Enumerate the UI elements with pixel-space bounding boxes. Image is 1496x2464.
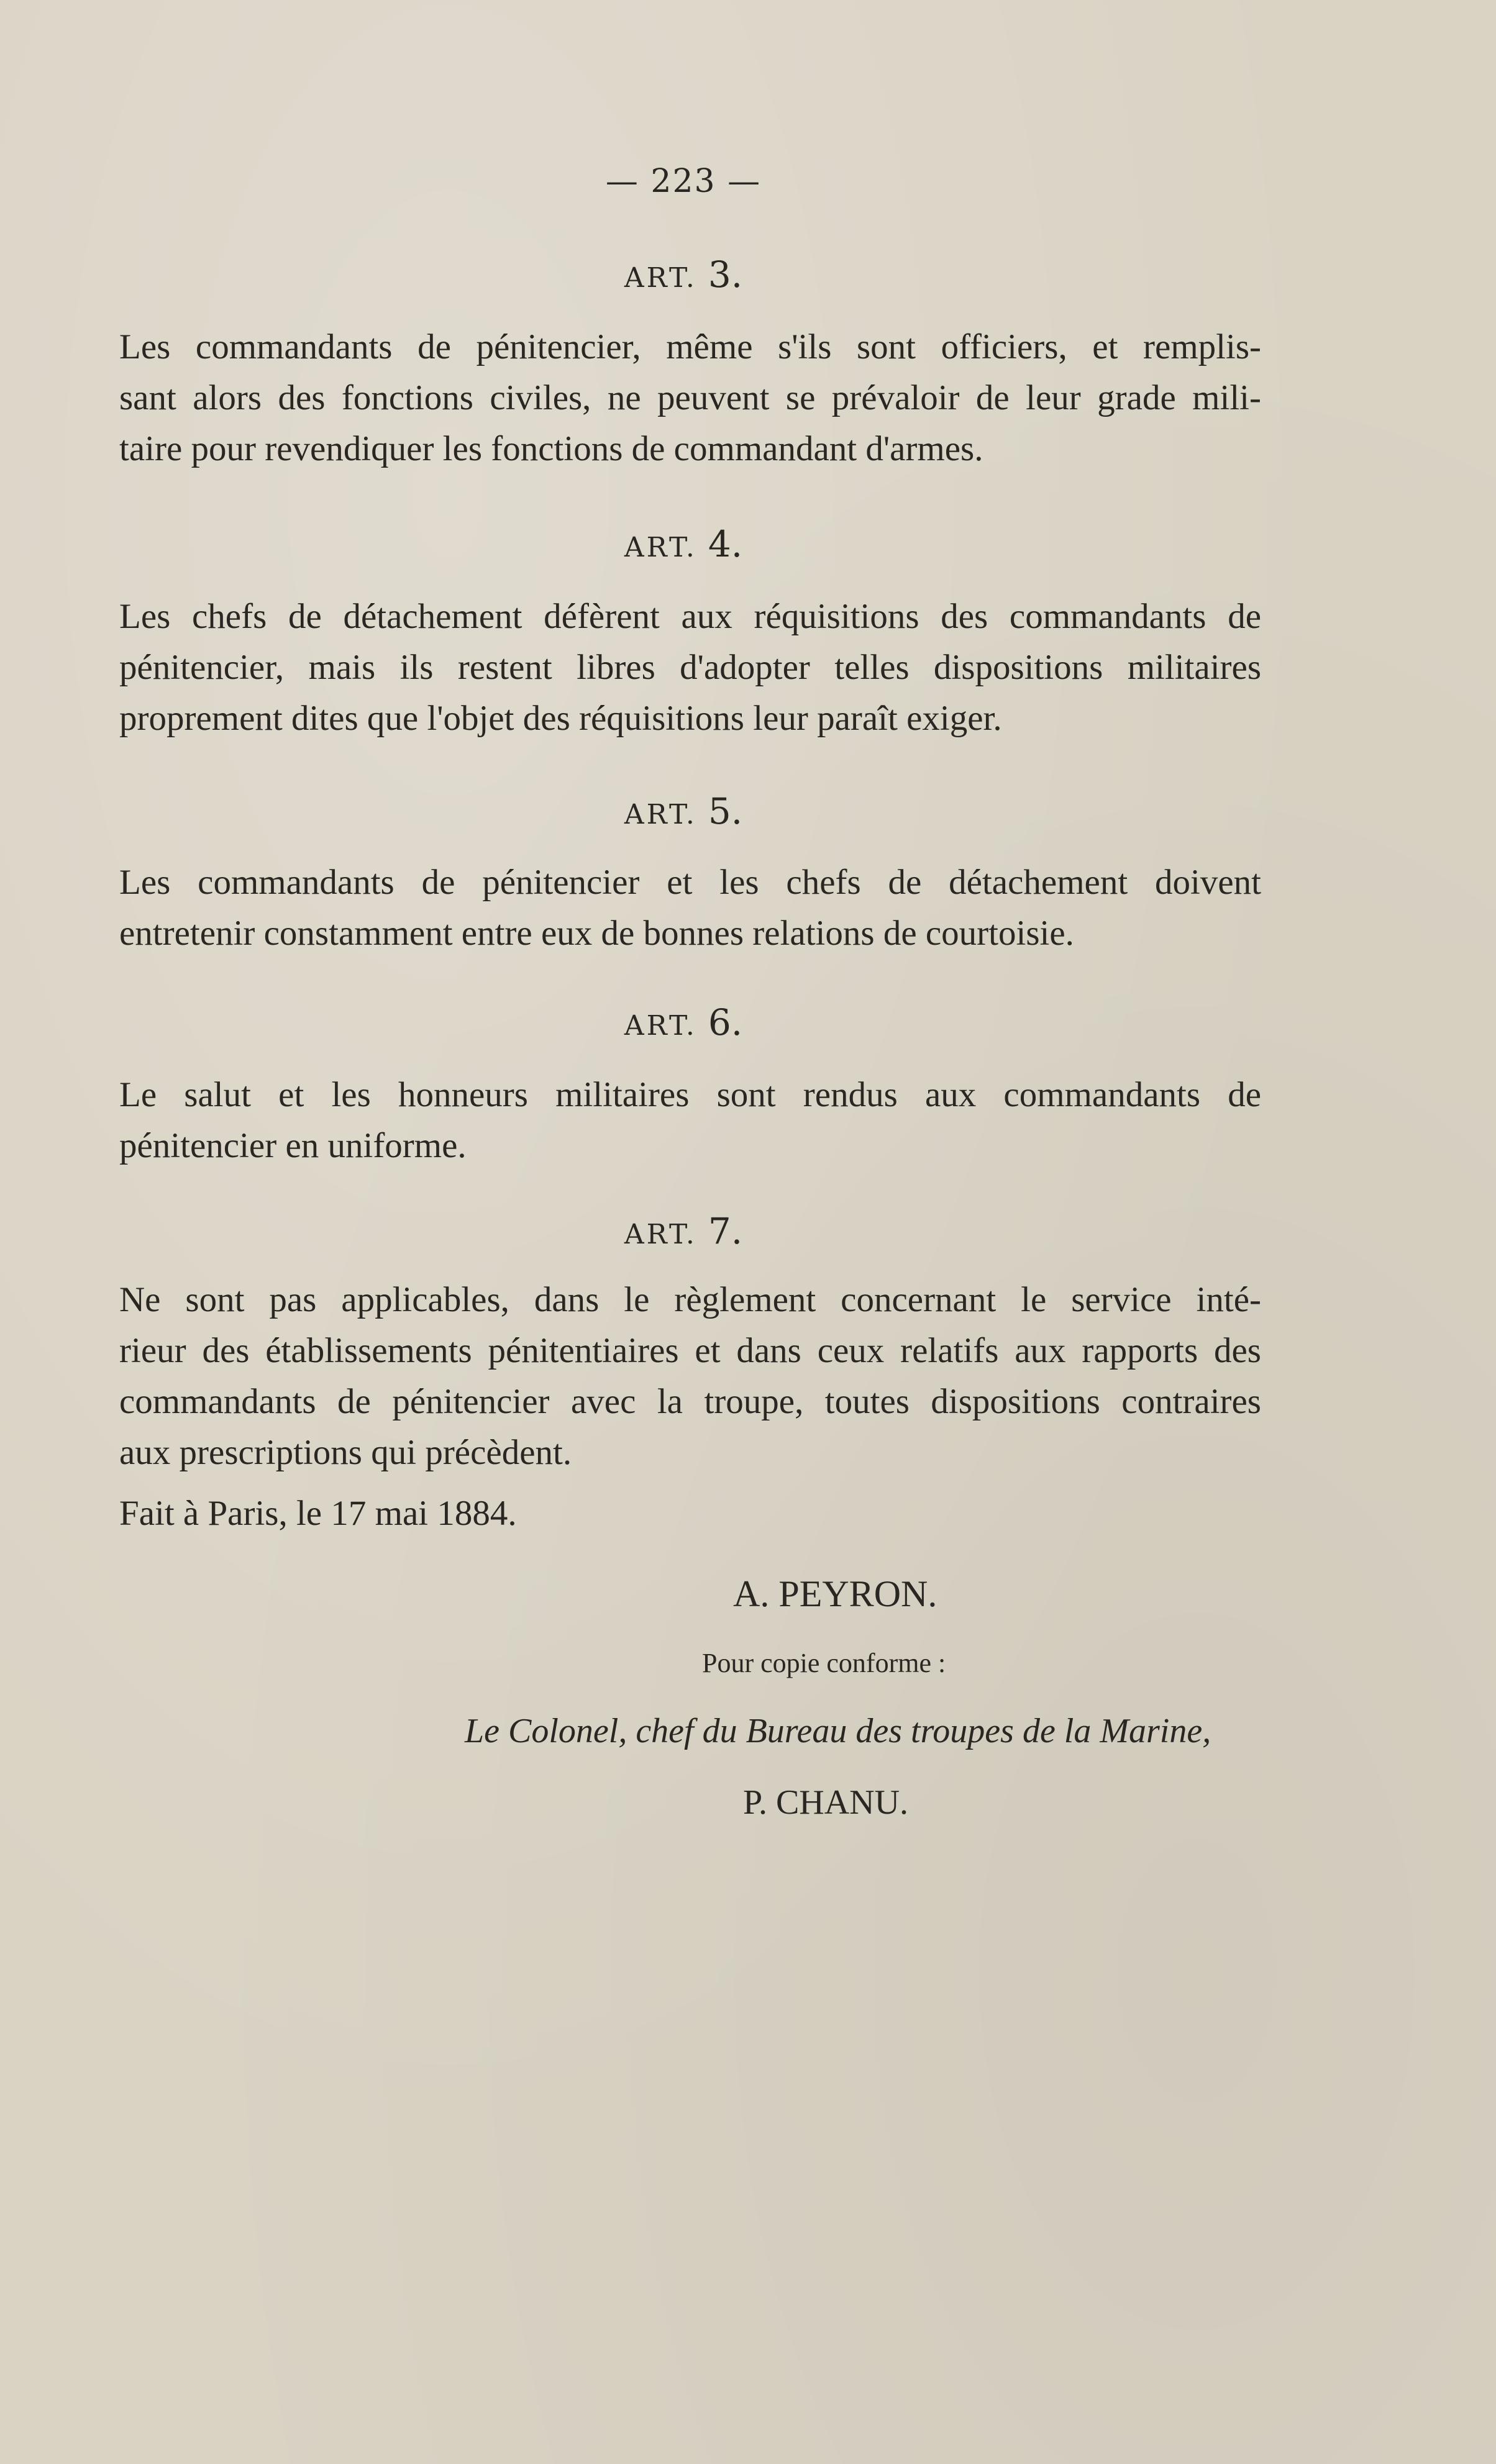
page-number: — 223 — — [605, 163, 762, 200]
article-4-heading — [0, 523, 1367, 565]
text-line: sant alors des fonctions civiles, ne peuvent se prévaloir de leur grade mili- — [119, 378, 1261, 417]
text-line: pénitencier en uniforme. — [119, 1126, 467, 1165]
article-heading-number: 7. — [708, 1210, 743, 1252]
text-line: pénitencier, mais ils restent libres d'adopter telles dispositions militaires — [119, 648, 1261, 687]
closing-text: Fait à Paris, le 17 mai 1884. — [119, 1494, 517, 1533]
article-heading-label: ART. — [624, 532, 697, 563]
closing-date-line — [119, 1488, 1261, 1539]
article-7-heading — [0, 1210, 1367, 1252]
article-7-text — [119, 1275, 1261, 1478]
text-line: aux prescriptions qui précèdent. — [119, 1433, 572, 1472]
text-line: Les chefs de détachement défèrent aux réquisitions des commandants de — [119, 597, 1261, 636]
article-heading-label: ART. — [624, 799, 697, 830]
article-heading-label: ART. — [624, 1010, 697, 1042]
text-line: proprement dites que l'objet des réquisitions leur paraît exiger. — [119, 699, 1002, 738]
certifier-name: P. CHANU. — [743, 1783, 909, 1822]
article-5-text — [119, 857, 1261, 959]
text-line: Le salut et les honneurs militaires sont rendus aux commandants de — [119, 1075, 1261, 1114]
certifier-title: Le Colonel, chef du Bureau des troupes de la Marine, — [465, 1712, 1211, 1750]
article-3-heading — [0, 253, 1367, 296]
article-heading-number: 4. — [708, 523, 743, 565]
article-heading-number: 3. — [708, 253, 743, 296]
text-line: Ne sont pas applicables, dans le règlement concernant le service inté- — [119, 1280, 1261, 1319]
text-line: Les commandants de pénitencier et les chefs de détachement doivent — [119, 863, 1261, 902]
signatory-name: A. PEYRON. — [733, 1573, 937, 1614]
article-heading-number: 5. — [708, 790, 743, 832]
article-heading-label: ART. — [624, 262, 697, 294]
text-line: Les commandants de pénitencier, même s'ils sont officiers, et remplis- — [119, 327, 1261, 366]
text-line: rieur des établissements pénitentiaires et dans ceux relatifs aux rapports des — [119, 1331, 1261, 1370]
article-6-heading — [0, 1001, 1367, 1043]
article-6-text — [119, 1070, 1261, 1171]
article-heading-number: 6. — [708, 1001, 743, 1043]
text-line: taire pour revendiquer les fonctions de commandant d'armes. — [119, 429, 983, 468]
article-3-text — [119, 322, 1261, 475]
text-line: entretenir constamment entre eux de bonnes relations de courtoisie. — [119, 914, 1074, 953]
article-5-heading — [0, 790, 1367, 832]
text-line: commandants de pénitencier avec la troupe, toutes dispositions contraires — [119, 1382, 1261, 1421]
article-4-text — [119, 591, 1261, 744]
article-heading-label: ART. — [624, 1219, 697, 1250]
copy-note: Pour copie conforme : — [702, 1648, 946, 1678]
